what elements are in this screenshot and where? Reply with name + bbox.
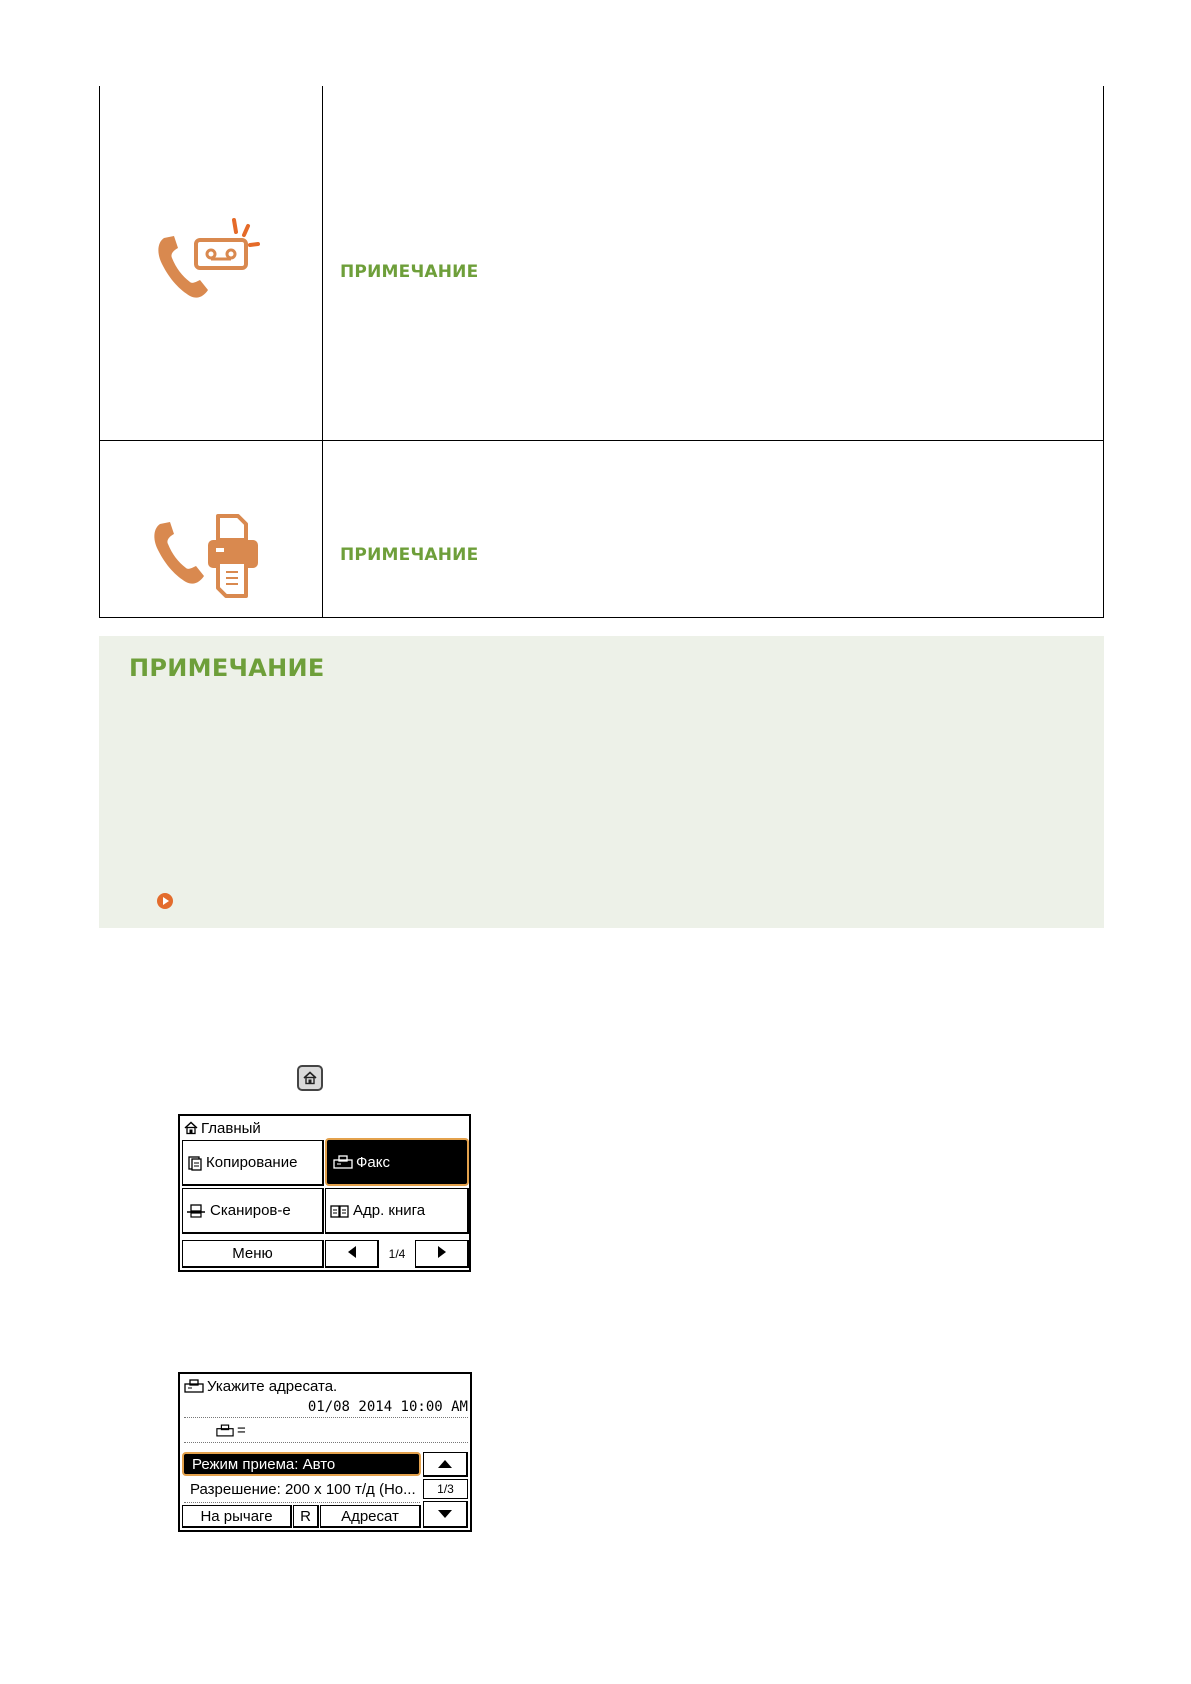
home-icon — [184, 1121, 198, 1135]
home-screen-header — [184, 1118, 464, 1138]
datetime: 01/08 2014 10:00 AM — [184, 1396, 468, 1418]
triangle-left-icon — [347, 1245, 357, 1262]
table-border-middle — [322, 86, 323, 618]
copy-label: Копирование — [206, 1154, 298, 1171]
menu-button[interactable] — [182, 1240, 324, 1268]
page-next-button[interactable] — [415, 1240, 469, 1268]
home-key-icon — [297, 1065, 323, 1091]
resolution-item[interactable]: Разрешение: 200 x 100 т/д (Но... — [184, 1477, 420, 1503]
scroll-up-button[interactable] — [423, 1452, 468, 1477]
fax-icon — [184, 1379, 204, 1393]
address-book-label: Адр. книга — [353, 1202, 426, 1219]
page-prev-button[interactable] — [325, 1240, 379, 1268]
scan-label: Сканиров-е — [210, 1202, 291, 1219]
address-book-button[interactable] — [325, 1188, 469, 1234]
fax-label: Факс — [356, 1153, 390, 1171]
copy-icon — [187, 1155, 203, 1171]
orange-arrow-link-icon[interactable] — [157, 893, 173, 909]
fax-button[interactable] — [325, 1138, 469, 1186]
row2-note-label: ПРИМЕЧАНИЕ — [340, 545, 479, 565]
table-row-divider — [99, 440, 1104, 441]
home-screen — [178, 1114, 471, 1272]
note-title: ПРИМЕЧАНИЕ — [129, 654, 325, 682]
fax-number-field[interactable] — [184, 1419, 468, 1443]
fax-number-value: = — [237, 1422, 246, 1439]
fax-icon — [216, 1424, 234, 1437]
destination-button[interactable]: Адресат — [320, 1505, 421, 1528]
copy-button[interactable] — [182, 1140, 324, 1186]
fax-screen-title: Укажите адресата. — [207, 1377, 338, 1395]
phone-fax-printer-icon — [146, 510, 286, 610]
fax-screen-header — [184, 1376, 464, 1396]
scan-icon — [187, 1204, 207, 1218]
table-border-right — [1103, 86, 1104, 618]
triangle-up-icon — [438, 1456, 452, 1473]
address-book-icon — [330, 1204, 350, 1218]
scroll-down-button[interactable] — [423, 1501, 468, 1528]
receive-mode-item[interactable]: Режим приема: Авто — [182, 1452, 421, 1476]
on-hook-button[interactable]: На рычаге — [182, 1505, 292, 1528]
fax-screen — [178, 1372, 472, 1532]
r-button[interactable]: R — [293, 1505, 319, 1528]
row1-note-label: ПРИМЕЧАНИЕ — [340, 262, 479, 282]
triangle-right-icon — [437, 1245, 447, 1262]
scan-button[interactable] — [182, 1188, 324, 1234]
menu-label: Меню — [232, 1245, 273, 1262]
home-screen-title: Главный — [201, 1119, 261, 1137]
page-indicator: 1/4 — [388, 1247, 406, 1261]
table-border-left — [99, 86, 100, 618]
table-border-bottom — [99, 617, 1104, 618]
fax-icon — [333, 1155, 353, 1169]
triangle-down-icon — [438, 1506, 452, 1523]
list-page-indicator: 1/3 — [423, 1479, 468, 1499]
phone-answering-machine-icon — [150, 208, 270, 308]
